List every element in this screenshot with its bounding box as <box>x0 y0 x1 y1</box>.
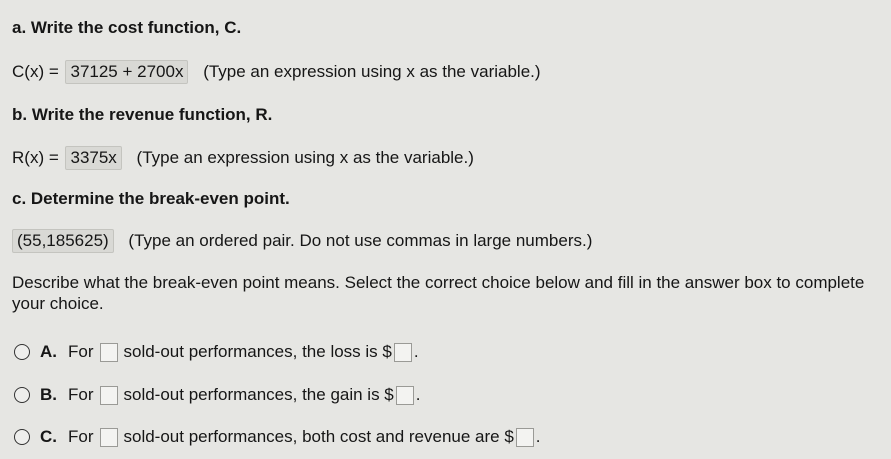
choice-b-amount-input[interactable] <box>396 386 414 405</box>
choice-a-amount-input[interactable] <box>394 343 412 362</box>
choice-c-count-input[interactable] <box>100 428 118 447</box>
choice-b-letter: B. <box>40 385 57 404</box>
choice-b-prefix: For <box>68 385 94 404</box>
choice-b-suffix: . <box>415 385 421 404</box>
choice-a-radio[interactable] <box>14 344 30 360</box>
cost-function-label: C(x) = <box>12 62 59 81</box>
part-b-hint: (Type an expression using x as the variable.) <box>136 148 474 167</box>
choice-c-suffix: . <box>535 427 541 446</box>
choice-b[interactable] <box>14 385 421 405</box>
choice-b-radio[interactable] <box>14 387 30 403</box>
describe-prompt: Describe what the break-even point means. Select the correct choice below and fill in the answer box to complete your choice. <box>12 273 865 313</box>
choice-c-letter: C. <box>40 427 57 446</box>
choice-b-text: sold-out performances, the gain is $ <box>123 385 394 404</box>
choice-a[interactable] <box>14 342 419 362</box>
revenue-function-label: R(x) = <box>12 148 59 167</box>
choice-a-prefix: For <box>68 342 94 361</box>
break-even-answer[interactable]: (55,185625) <box>12 229 114 253</box>
choice-c-prefix: For <box>68 427 94 446</box>
part-a-row <box>12 60 541 84</box>
part-a-heading: a. Write the cost function, C. <box>12 18 242 37</box>
choice-a-suffix: . <box>413 342 419 361</box>
part-c-row <box>12 229 592 253</box>
choice-c-amount-input[interactable] <box>516 428 534 447</box>
part-b-heading: b. Write the revenue function, R. <box>12 105 273 124</box>
part-b-row <box>12 146 474 170</box>
part-c-heading: c. Determine the break-even point. <box>12 189 290 208</box>
revenue-function-answer[interactable]: 3375x <box>65 146 121 170</box>
choice-b-count-input[interactable] <box>100 386 118 405</box>
choice-c-radio[interactable] <box>14 429 30 445</box>
part-a-hint: (Type an expression using x as the variable.) <box>203 62 541 81</box>
part-c-hint: (Type an ordered pair. Do not use commas in large numbers.) <box>128 231 593 250</box>
choice-a-count-input[interactable] <box>100 343 118 362</box>
choice-a-text: sold-out performances, the loss is $ <box>123 342 392 361</box>
cost-function-answer[interactable]: 37125 + 2700x <box>65 60 188 84</box>
choice-c-text: sold-out performances, both cost and revenue are $ <box>123 427 514 446</box>
choice-c[interactable] <box>14 427 541 447</box>
choice-a-letter: A. <box>40 342 57 361</box>
